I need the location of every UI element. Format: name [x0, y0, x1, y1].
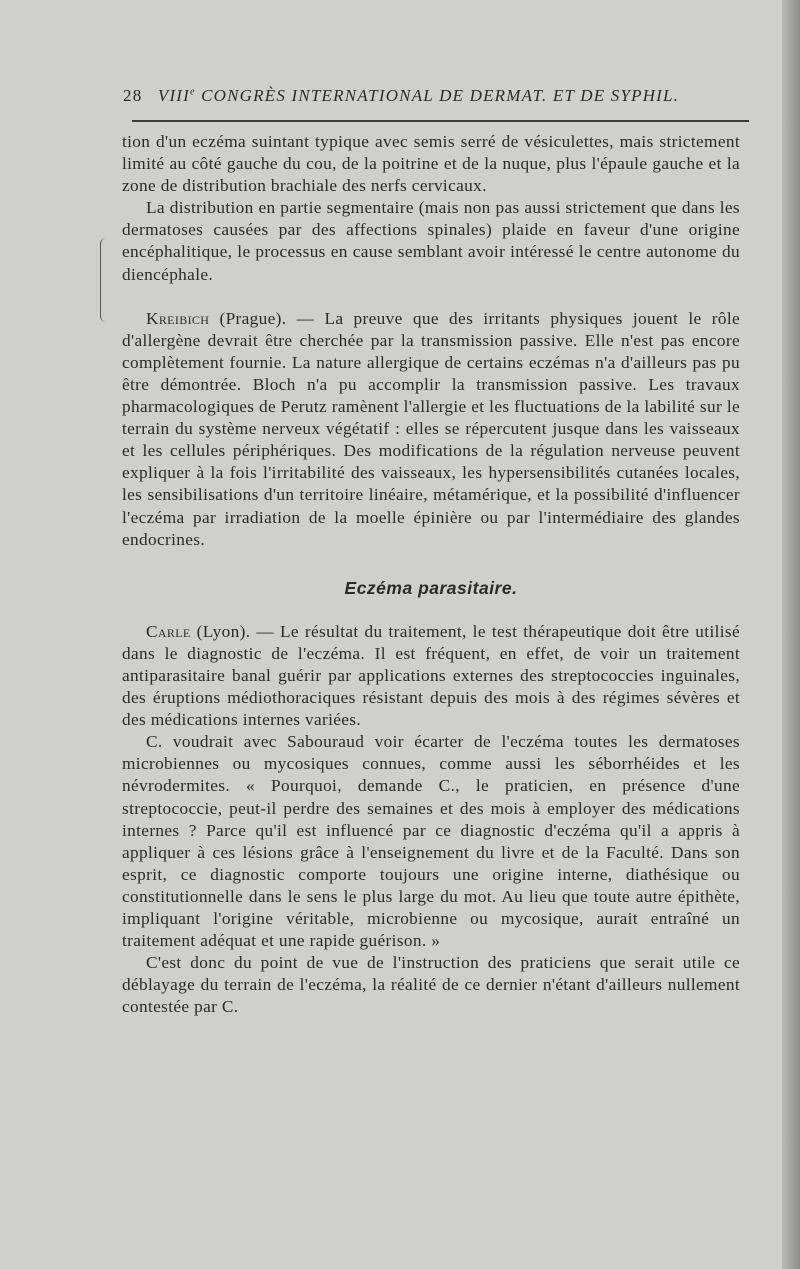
page-edge-shadow [782, 0, 800, 1269]
page-number: 28 [123, 86, 143, 105]
paragraph-kreibich [122, 308, 740, 551]
section-heading: Eczéma parasitaire. [344, 577, 518, 598]
running-title [158, 86, 679, 105]
speaker-name: Kreibich [146, 308, 210, 328]
header-rule [132, 120, 749, 122]
margin-bracket-mark [100, 238, 109, 322]
title-rest: CONGRÈS INTERNATIONAL DE DERMAT. ET DE SYPHIL. [195, 86, 680, 105]
title-superscript: e [190, 86, 196, 98]
speaker-name: Carle [146, 621, 191, 641]
paragraph-carle [122, 621, 740, 731]
paragraph-sabouraud: C. voudrait avec Sabouraud voir écarter de l'eczéma toutes les dermatoses microbiennes ou mycosiques connues, comme aussi les séborrhéides et les névrodermites. « Pourquoi, demande C., le praticien, en présence d'une streptococcie, peut-il perdre des semaines et des mois à employer des médications internes ? Parce qu'il est influencé par ce diagnostic d'eczéma qu'il a appris à appliquer à ces lésions grâce à l'enseignement du livre et de la Faculté. Dans son esprit, ce diagnostic comporte toujours une origine interne, diathésique ou constitutionnelle dans le sens le plus large du mot. Au lieu que toute autre épithète, impliquant l'origine véritable, microbienne ou mycosique, aurait entraîné un traitement adéquat et une rapide guérison. » [122, 732, 740, 951]
title-prefix: VIII [157, 86, 191, 105]
paragraph-conclusion: C'est donc du point de vue de l'instruction des praticiens que serait utile ce déblayage du terrain de l'eczéma, la réalité de ce dernier n'étant d'ailleurs nullement contestée par C. [122, 953, 740, 1017]
running-header [123, 86, 748, 114]
paragraph-distribution: La distribution en partie segmentaire (mais non pas aussi strictement que dans les dermatoses causées par des affections spinales) plaide en faveur d'une origine encéphalitique, le processus en cause semblant avoir intéressé le centre autonome du diencéphale. [122, 198, 740, 284]
paragraph-continuation: tion d'un eczéma suintant typique avec semis serré de vésiculettes, mais strictement limité au côté gauche du cou, de la poitrine et de la nuque, plus l'épaule gauche et la zone de distribution brachiale des nerfs cervicaux. [122, 132, 740, 196]
body-text [122, 131, 740, 1018]
paragraph-body: (Prague). — La preuve que des irritants physiques jouent le rôle d'allergène devrait être cherchée par la transmission passive. Elle n'est pas encore complètement fournie. La nature allergique de certains eczémas n'a d'ailleurs pas pu être démontrée. Bloch n'a pu accomplir la transmission passive. Les travaux pharmacologiques de Perutz ramènent l'allergie et les fluctuations de la labilité sur le terrain du système nerveux végétatif : elles se répercutent jusque dans les vaisseaux et les cellules périphériques. Des modifications de la régulation nerveuse peuvent expliquer à la fois l'irritabilité des vaisseaux, les hypersensibilités cutanées locales, les sensibilisations d'un territoire linéaire, métamérique, et la possibilité d'influencer l'eczéma par irradiation de la moelle épinière ou par l'intermédiaire des glandes endocrines. [122, 308, 740, 549]
paragraph-body: (Lyon). — Le résultat du traitement, le test thérapeutique doit être utilisé dans le diagnostic de l'eczéma. Il est fréquent, en effet, de voir un traitement antiparasitaire banal guérir par applications externes des streptococcies inguinales, des éruptions médiothoraciques résistant depuis des mois à des régimes sévères et des médications internes variées. [122, 621, 740, 730]
